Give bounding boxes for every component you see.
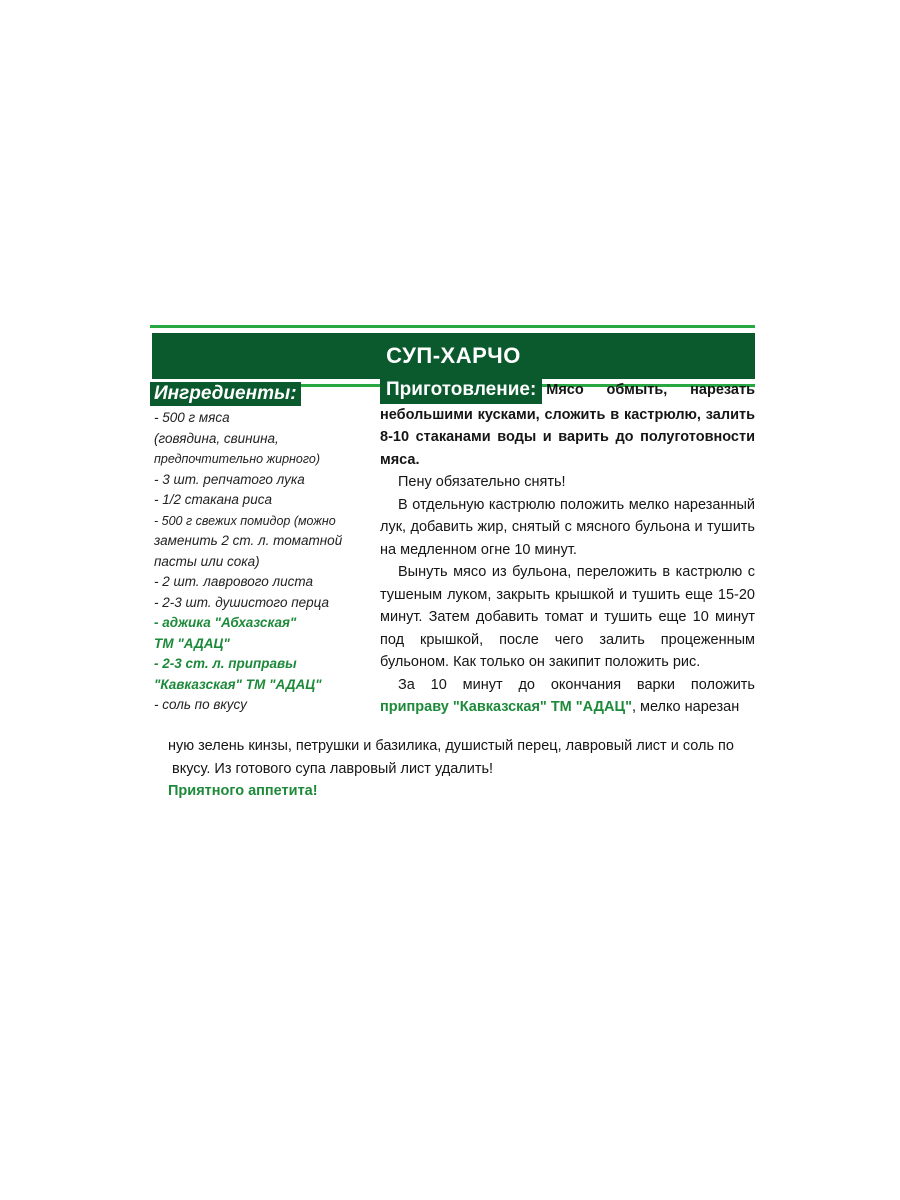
ingredients-section	[150, 377, 375, 716]
foam-note: Пену обязательно снять!	[398, 474, 566, 490]
recipe-card	[150, 322, 755, 812]
preparation-intro-paragraph	[380, 377, 755, 471]
top-rule	[150, 325, 755, 328]
preparation-tail	[168, 735, 758, 803]
tail-line: ную зелень кинзы, петрушки и базилика, душистый перец, лавровый лист и соль по	[168, 738, 734, 754]
ingredient-line: - аджика "Абхазская"	[154, 615, 297, 630]
ingredient-line: - 1/2 стакана риса	[154, 492, 272, 507]
ingredient-line: пасты или сока)	[154, 553, 260, 569]
ingredient-line: ТМ "АДАЦ"	[154, 635, 230, 651]
step-onion: В отдельную кастрюлю положить мелко нарезанный лук, добавить жир, снятый с мясного бульона и тушить на медленном огне 10 минут.	[380, 496, 755, 558]
preparation-section	[380, 377, 755, 719]
preparation-heading: Приготовление:	[380, 377, 542, 404]
ingredients-list	[150, 408, 375, 716]
ingredient-line: - 2-3 шт. душистого перца	[154, 594, 330, 610]
ingredient-line: - 500 г свежих помидор (можно	[154, 513, 336, 528]
ingredient-line: - 500 г мяса	[154, 410, 230, 425]
ingredient-line: - 2-3 ст. л. приправы	[154, 656, 297, 671]
seasoning-brand: приправу "Кавказская" ТМ "АДАЦ"	[380, 699, 632, 715]
ingredient-line: (говядина, свинина,	[154, 430, 279, 446]
tail-line: вкусу. Из готового супа лавровый лист удалить!	[172, 760, 494, 777]
step-seasoning-start: За 10 минут до окончания варки положить	[398, 676, 755, 693]
recipe-title: СУП-ХАРЧО	[386, 343, 521, 368]
step-meat: Вынуть мясо из бульона, переложить в кастрюлю с тушеным луком, закрыть крышкой и тушить еще 15-20 минут. Затем добавить томат и тушить еще 10 минут под крышкой, после чего залить процеженным бульоном. Как только он закипит положить рис.	[380, 564, 755, 670]
ingredient-line: заменить 2 ст. л. томатной	[154, 533, 343, 548]
ingredient-line: - 2 шт. лаврового листа	[154, 574, 313, 589]
closing-wish: Приятного аппетита!	[168, 783, 318, 799]
preparation-intro: Мясо обмыть, нарезать небольшими кусками, сложить в кастрюлю, залить 8-10 стаканами воды и варить до полуготовности мяса.	[380, 382, 755, 468]
ingredient-line: - 3 шт. репчатого лука	[154, 471, 305, 487]
step-seasoning	[380, 674, 755, 719]
ingredient-line: "Кавказская" ТМ "АДАЦ"	[154, 676, 322, 692]
title-bar	[152, 333, 755, 379]
ingredients-heading: Ингредиенты:	[150, 382, 301, 406]
ingredient-line: - соль по вкусу	[154, 697, 247, 712]
ingredient-line: предпочтительно жирного)	[154, 452, 321, 466]
step-seasoning-end: , мелко нарезан	[631, 699, 740, 715]
